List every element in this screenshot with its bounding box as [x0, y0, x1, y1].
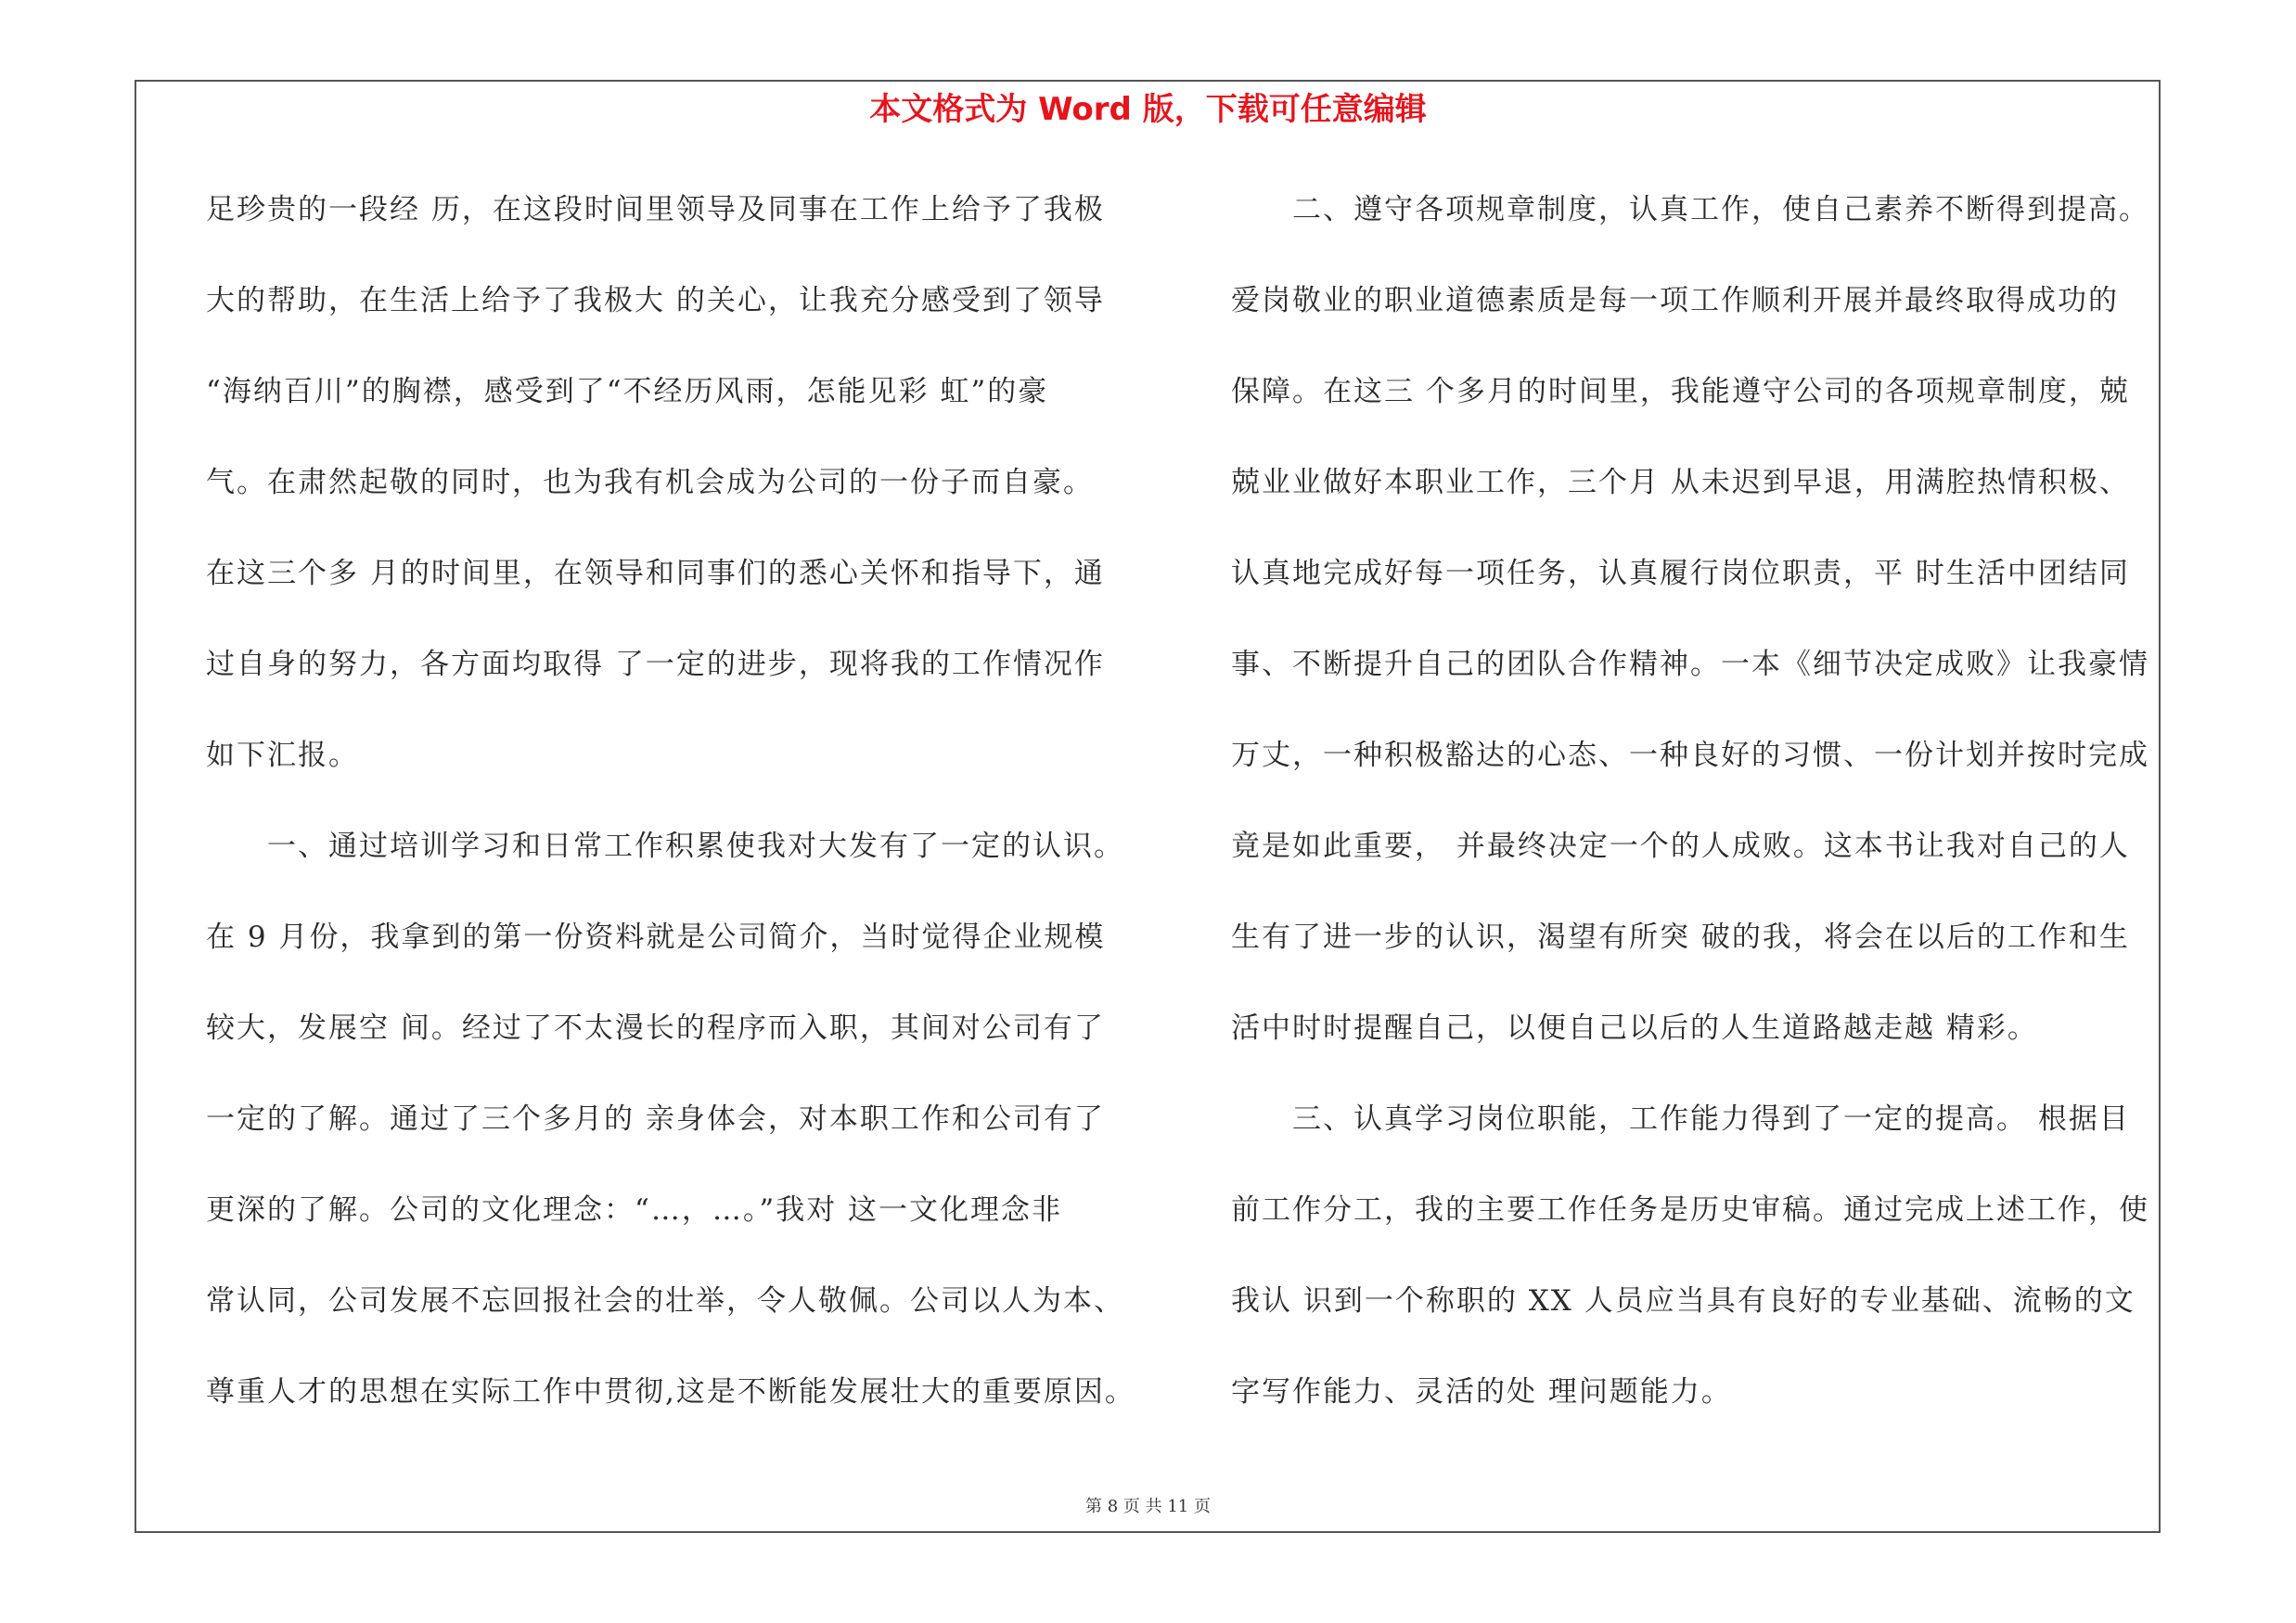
- text-line: 在 9 月份，我拿到的第一份资料就是公司简介，当时觉得企业规模: [206, 921, 1106, 954]
- text-line: 兢业业做好本职业工作，三个月 从未迟到早退，用满腔热情积极、: [1231, 466, 2130, 499]
- text-line: “海纳百川”的胸襟，感受到了“不经历风雨，怎能见彩 虹”的豪: [206, 375, 1049, 408]
- text-line: 如下汇报。: [206, 739, 359, 772]
- section-heading-line: 一、通过培训学习和日常工作积累使我对大发有了一定的认识。: [206, 830, 1124, 863]
- section-heading-line: 三、认真学习岗位职能，工作能力得到了一定的提高。 根据目: [1231, 1102, 2130, 1136]
- text-line: 竟是如此重要， 并最终决定一个的人成败。这本书让我对自己的人: [1231, 830, 2130, 863]
- text-line: 更深的了解。公司的文化理念：“…，…。”我对 这一文化理念非: [206, 1193, 1063, 1227]
- text-line: 较大，发展空 间。经过了不太漫长的程序而入职，其间对公司有了: [206, 1011, 1105, 1045]
- text-line: 尊重人才的思想在实际工作中贯彻,这是不断能发展壮大的重要原因。: [206, 1375, 1135, 1409]
- text-line: 认真地完成好每一项任务，认真履行岗位职责，平 时生活中团结同: [1231, 557, 2130, 590]
- text-line: 爱岗敬业的职业道德素质是每一项工作顺利开展并最终取得成功的: [1231, 284, 2119, 317]
- text-line: 气。在肃然起敬的同时，也为我有机会成为公司的一份子而自豪。: [206, 466, 1094, 499]
- text-line: 事、不断提升自己的团队合作精神。一本《细节决定成败》让我豪情: [1231, 648, 2149, 681]
- text-line: 常认同，公司发展不忘回报社会的壮举，令人敬佩。公司以人为本、: [206, 1284, 1124, 1318]
- right-column: [1231, 182, 2149, 1455]
- text-line: 字写作能力、灵活的处 理问题能力。: [1231, 1375, 1732, 1409]
- text-line: 活中时时提醒自己，以便自己以后的人生道路越走越 精彩。: [1231, 1011, 2038, 1045]
- text-line: 足珍贵的一段经 历，在这段时间里领导及同事在工作上给予了我极: [206, 193, 1105, 226]
- text-line: 在这三个多 月的时间里，在领导和同事们的悉心关怀和指导下，通: [206, 557, 1105, 590]
- text-line: 大的帮助，在生活上给予了我极大 的关心，让我充分感受到了领导: [206, 284, 1105, 317]
- text-line: 万丈，一种积极豁达的心态、一种良好的习惯、一份计划并按时完成: [1231, 739, 2149, 772]
- text-line: 生有了进一步的认识，渴望有所突 破的我，将会在以后的工作和生: [1231, 921, 2130, 954]
- text-line: 前工作分工，我的主要工作任务是历史审稿。通过完成上述工作，使: [1231, 1193, 2149, 1227]
- text-line: 一定的了解。通过了三个多月的 亲身体会，对本职工作和公司有了: [206, 1102, 1105, 1136]
- page-number-footer: 第 8 页 共 11 页: [1085, 1497, 1211, 1516]
- section-heading-line: 二、遵守各项规章制度，认真工作，使自己素养不断得到提高。: [1231, 193, 2149, 226]
- header-banner: 本文格式为 Word 版，下载可任意编辑: [869, 91, 1427, 128]
- left-column: [206, 182, 1135, 1455]
- text-line: 过自身的努力，各方面均取得 了一定的进步，现将我的工作情况作: [206, 648, 1105, 681]
- text-line: 我认 识到一个称职的 XX 人员应当具有良好的专业基础、流畅的文: [1231, 1284, 2136, 1318]
- text-line: 保障。在这三 个多月的时间里，我能遵守公司的各项规章制度，兢: [1231, 375, 2130, 408]
